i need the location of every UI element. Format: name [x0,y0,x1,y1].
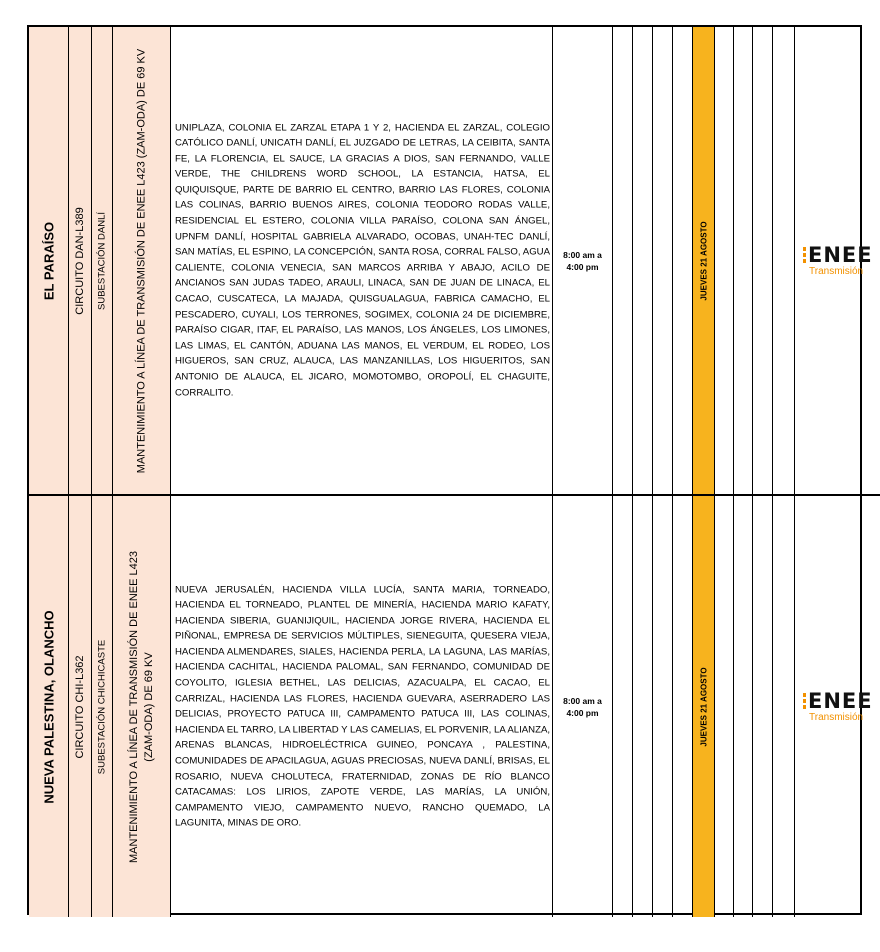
substation-cell [92,496,113,917]
hours-start: 8:00 am a [563,695,602,706]
hours-cell [553,496,613,917]
department-cell [29,496,69,917]
maintenance-label: MANTENIMIENTO A LÍNEA DE TRANSMISIÓN DE ENEE L423 (ZAM-ODA) DE 69 KV [135,48,147,473]
zones-text: UNIPLAZA, COLONIA EL ZARZAL ETAPA 1 Y 2, HACIENDA EL ZARZAL, COLEGIO CATÓLICO DANLÍ, UNICATH DANLÍ, EL JUZGADO DE LETRAS, LA CEIBITA, SANTA FE, LA FLORENCIA, EL SAUCE, LA GRACIAS A DIOS, SAN FERNANDO, VALLE VERDE, THE CHILDRENS WORD SCHOOL, LA ESTANCIA, HATSA, EL QUIQUISQUE, PARTE DE BARRIO EL CENTRO, BARRIO LAS FLORES, COLONIA LAS COLINAS, BARRIO BUENOS AIRES, COLONIA TEODORO RODAS VALLE, RESIDENCIAL EL ESTERO, COLONIA VILLA PARAÍSO, COLONA SAN ÁNGEL, UPNFM DANLÍ, HOSPITAL GABRIELA ALVARADO, OCOBAS, UNAH-TEC DANLÍ, SAN MATÍAS, EL ESPINO, LA CONCEPCIÓN, SANTA ROSA, CORRAL FALSO, AGUA CALIENTE, COLONIA VENECIA, SAN MARCOS ARRIBA Y ABAJO, ACILO DE ANCIANOS SAN JUDAS TADEO, ARAULI, LINACA, SAN DE JUAN DE LINACA, EL CACAO, CUSCATECA, LA MAJADA, QUISGUALAGUA, FABRICA CAMACHO, EL PESCADERO, CUYALI, LOS TERRONES, SOGIMEX, COLONIA 24 DE DICIEMBRE, PARAÍSO CIGAR, ITAF, EL PARAÍSO, LAS MANOS, LOS ÁNGELES, LOS LIMONES, LAS LIMAS, EL CANTÓN, ADUANA LAS MANOS, EL VERDUM, EL RODEO, LOS HIGUEROS, SAN CRUZ, ALAUCA, LAS MANZANILLAS, LOS HIGUERITOS, SAN ANTONIO DE ALAUCA, EL JICARO, MOMOTOMBO, OROPOLÍ, EL CHAGUITE, CORRALITO. [175,122,550,399]
circuit-cell [69,496,92,917]
enee-logo [803,688,880,723]
substation-cell [92,27,113,496]
enee-mark-icon [803,247,806,263]
enee-mark-icon [803,693,806,709]
hours-end: 4:00 pm [566,261,599,272]
logo-subtitle: Transmisión [809,711,864,723]
date-label: JUEVES 21 AGOSTO [699,220,708,301]
day-cell [753,496,773,917]
day-cell [633,496,653,917]
date-cell [693,27,715,496]
hours-cell [553,27,613,496]
day-cell [753,27,773,496]
logo-cell [795,27,880,496]
maintenance-line-1: MANTENIMIENTO A LÍNEA DE TRANSMISIÓN DE ENEE L423 [127,550,140,863]
substation-label: SUBESTACIÓN CHICHICASTE [96,639,108,774]
logo-word: ENEE [808,688,873,713]
circuit-label: CIRCUITO DAN-L389 [74,206,86,315]
zones-text: NUEVA JERUSALÉN, HACIENDA VILLA LUCÍA, SANTA MARIA, TORNEADO, HACIENDA EL TORNEADO, PLANTEL DE MINERÍA, HACIENDA MARIO KAFATY, HACIENDA SIBERIA, GUANIJIQUIL, HACIENDA JORGE RIVERA, HACIENDA EL PIÑONAL, EMPRESA DE SERVICIOS MÚLTIPLES, SIENEGUITA, QUESERA VIEJA, HACIENDA ALMENDARES, SIALES, HACIENDA PERLA, LA LAGUNA, LAS MARÍAS, HACIENDA CACHITAL, HACIENDA PALOMAL, SAN FERNANDO, COMUNIDAD DE COYOLITO, IGLESIA BETHEL, LAS DELICIAS, AZACUALPA, EL CACAO, EL CARRIZAL, HACIENDA LAS FLORES, HACIENDA GUEVARA, ASERRADERO LAS DELICIAS, PROYECTO PATUCA III, CAMPAMENTO PATUCA III, LAS COLINAS, HACIENDA EL TARRO, LA LIBERTAD Y LAS CAMELIAS, EL PORVENIR, LA ALIANZA, ARENAS BLANCAS, HIDROELÉCTRICA GUINEO, PONCAYA , PALESTINA, COMUNIDADES DE APACILAGUA, AGUAS PRECIOSAS, NUEVA DANLÍ, BRISAS, EL ROSARIO, NUEVA CHOLUTECA, FRATERNIDAD, ZONAS DE RÍO BLANCO CATACAMAS: LOS LIRIOS, ZAPOTE VERDE, LAS MARÍAS, LA UNIÓN, CAMPAMENTO VIEJO, CAMPAMENTO NUEVO, RANCHO QUEMADO, LA LAGUNITA, MINAS DE ORO. [175,583,551,829]
enee-logo [803,242,880,277]
department-cell [29,27,69,496]
day-cell [653,27,673,496]
hours-text [553,249,612,273]
hours-end: 4:00 pm [566,707,599,718]
substation-label: SUBESTACIÓN DANLÍ [96,211,108,310]
logo-cell [795,496,880,917]
department-label: EL PARAÍSO [41,221,56,300]
outage-schedule-table [27,25,873,915]
day-cell [715,27,734,496]
date-label: JUEVES 21 AGOSTO [699,666,708,747]
day-cell [734,496,753,917]
day-cell [613,496,633,917]
day-cell [613,27,633,496]
maintenance-line-2: (ZAM-ODA) DE 69 KV [142,651,155,762]
zones-cell [171,496,553,917]
zones-cell [171,27,553,496]
circuit-label: CIRCUITO CHI-L362 [74,654,86,759]
hours-text [553,695,612,719]
logo-word: ENEE [808,242,873,267]
date-cell [693,496,715,917]
department-label: NUEVA PALESTINA, OLANCHO [41,609,56,804]
day-cell [773,496,795,917]
day-cell [773,27,795,496]
day-cell [673,27,693,496]
hours-start: 8:00 am a [563,249,602,260]
day-cell [633,27,653,496]
day-cell [715,496,734,917]
day-cell [734,27,753,496]
logo-subtitle: Transmisión [809,265,864,277]
maintenance-label [127,527,157,887]
day-cell [653,496,673,917]
maintenance-cell [113,27,171,496]
day-cell [673,496,693,917]
maintenance-cell [113,496,171,917]
circuit-cell [69,27,92,496]
